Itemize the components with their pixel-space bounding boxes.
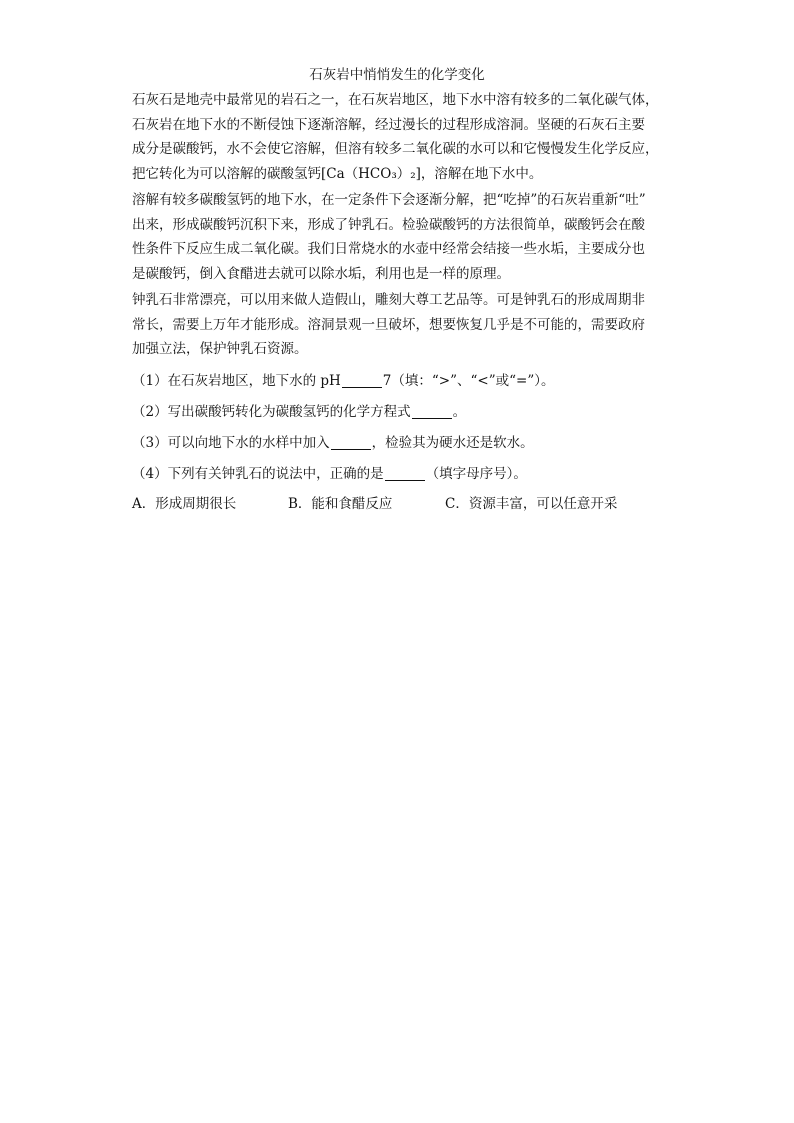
paragraph-line: 加强立法，保护钟乳石资源。: [132, 341, 308, 357]
paragraph-2: [132, 188, 662, 286]
question-text: 7（填：“>”、“<”或“=”）。: [382, 372, 555, 389]
paragraph-line: 出来，形成碳酸钙沉积下来，形成了钟乳石。检验碳酸钙的方法很简单，碳酸钙会在酸: [132, 216, 645, 233]
answer-blank[interactable]: [331, 435, 371, 450]
paragraph-line: 是碳酸钙，倒入食醋进去就可以除水垢，利用也是一样的原理。: [132, 265, 510, 282]
question-text: （3）可以向地下水的水样中加入: [132, 434, 330, 451]
paragraph-3: [132, 288, 662, 362]
question-3: [132, 431, 662, 455]
question-2: [132, 400, 662, 424]
answer-blank[interactable]: [385, 466, 425, 481]
question-text: （2）写出碳酸钙转化为碳酸氢钙的化学方程式: [132, 403, 411, 420]
question-text: （填字母序号）。: [425, 465, 527, 482]
paragraph-line: 溶解有较多碳酸氢钙的地下水，在一定条件下会逐渐分解，把“吃掉”的石灰岩重新“吐”: [132, 192, 646, 208]
paragraph-line: 常长，需要上万年才能形成。溶洞景观一旦破坏，想要恢复几乎是不可能的，需要政府: [132, 316, 645, 333]
question-text: （4）下列有关钟乳石的说法中，正确的是: [132, 465, 384, 482]
question-4: [132, 462, 662, 486]
paragraph-line: 把它转化为可以溶解的碳酸氢钙[Ca（HCO₃）₂]，溶解在地下水中。: [132, 165, 543, 182]
option-a[interactable]: A．形成周期很长: [132, 495, 237, 512]
question-1: [132, 369, 662, 393]
paragraph-line: 钟乳石非常漂亮，可以用来做人造假山，雕刻大尊工艺品等。可是钟乳石的形成周期非: [132, 292, 645, 308]
answer-blank[interactable]: [412, 404, 452, 419]
option-c[interactable]: C．资源丰富，可以任意开采: [445, 495, 618, 512]
question-text: （1）在石灰岩地区，地下水的 pH: [132, 372, 341, 389]
question-text: ，检验其为硬水还是软水。: [371, 434, 534, 451]
paragraph-1: [132, 88, 662, 186]
document-page: [132, 64, 662, 516]
document-title: 石灰岩中悄悄发生的化学变化: [309, 67, 485, 83]
answer-blank[interactable]: [342, 373, 382, 388]
paragraph-line: 成分是碳酸钙，水不会使它溶解，但溶有较多二氧化碳的水可以和它慢慢发生化学反应，: [132, 141, 659, 157]
question-text: 。: [452, 403, 467, 420]
option-b[interactable]: B．能和食醋反应: [288, 495, 393, 512]
paragraph-line: 性条件下反应生成二氧化碳。我们日常烧水的水壶中经常会结接一些水垢，主要成分也: [132, 241, 645, 257]
paragraph-line: 石灰石是地壳中最常见的岩石之一，在石灰岩地区，地下水中溶有较多的二氧化碳气体，: [132, 92, 659, 108]
paragraph-line: 石灰岩在地下水的不断侵蚀下逐渐溶解，经过漫长的过程形成溶洞。坚硬的石灰石主要: [132, 116, 645, 133]
answer-options: [132, 492, 662, 516]
